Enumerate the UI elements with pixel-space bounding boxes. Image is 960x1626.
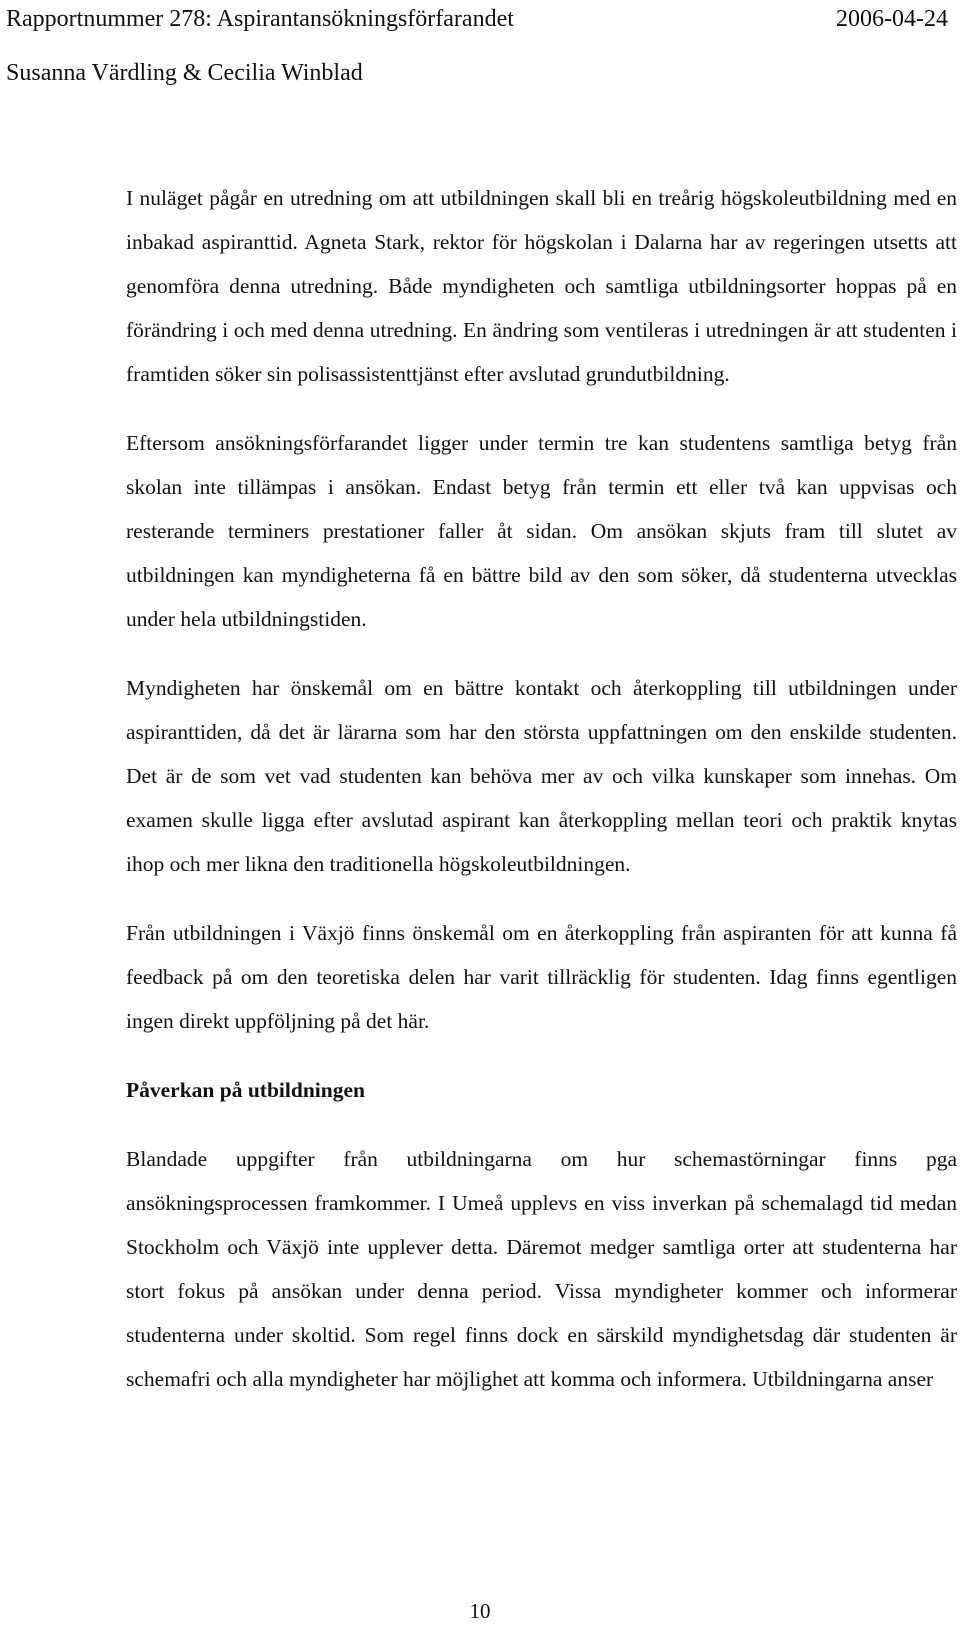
paragraph: Blandade uppgifter från utbildningarna om hur schemastörningar finns pga ansökningsprocessen framkommer. I Umeå upplevs en viss inverkan på schemalagd tid medan Stockholm och Växjö inte upplever detta. Däremot medger samtliga orter att studenterna har stort fokus på ansökan under denna period. Vissa myndigheter kommer och informerar studenterna under skoltid. Som regel finns dock en särskild myndighetsdag där studenten är schemafri och alla myndigheter har möjlighet att komma och informera. Utbildningarna anser bbox=[126, 1147, 957, 1391]
report-authors: Susanna Värdling & Cecilia Winblad bbox=[6, 60, 363, 86]
paragraph: I nuläget pågår en utredning om att utbildningen skall bli en treårig högskoleutbildning med en inbakad aspiranttid. Agneta Stark, rektor för högskolan i Dalarna har av regeringen utsetts att genomföra denna utredning. Både myndigheten och samtliga utbildningsorter hoppas på en förändring i och med denna utredning. En ändring som ventileras i utredningen är att studenten i framtiden söker sin polisassistenttjänst efter avslutad grundutbildning. bbox=[126, 186, 957, 386]
report-title: Rapportnummer 278: Aspirantansökningsförfarandet bbox=[6, 6, 514, 32]
section-heading: Påverkan på utbildningen bbox=[126, 1078, 365, 1102]
paragraph: Eftersom ansökningsförfarandet ligger under termin tre kan studentens samtliga betyg från skolan inte tillämpas i ansökan. Endast betyg från termin ett eller två kan uppvisas och resterande terminers prestationer faller åt sidan. Om ansökan skjuts fram till slutet av utbildningen kan myndigheterna få en bättre bild av den som söker, då studenterna utvecklas under hela utbildningstiden. bbox=[126, 431, 957, 631]
report-date: 2006-04-24 bbox=[836, 6, 948, 32]
paragraph: Från utbildningen i Växjö finns önskemål om en återkoppling från aspiranten för att kunna få feedback på om den teoretiska delen har varit tillräcklig för studenten. Idag finns egentligen ingen direkt uppföljning på det här. bbox=[126, 921, 957, 1033]
page-header bbox=[0, 0, 960, 90]
paragraph: Myndigheten har önskemål om en bättre kontakt och återkoppling till utbildningen under aspiranttiden, då det är lärarna som har den största uppfattningen om den enskilde studenten. Det är de som vet vad studenten kan behöva mer av och vilka kunskaper som innehas. Om examen skulle ligga efter avslutad aspirant kan återkoppling mellan teori och praktik knytas ihop och mer likna den traditionella högskoleutbildningen. bbox=[126, 676, 957, 876]
page-number: 10 bbox=[469, 1599, 491, 1623]
document-body bbox=[126, 176, 957, 1426]
